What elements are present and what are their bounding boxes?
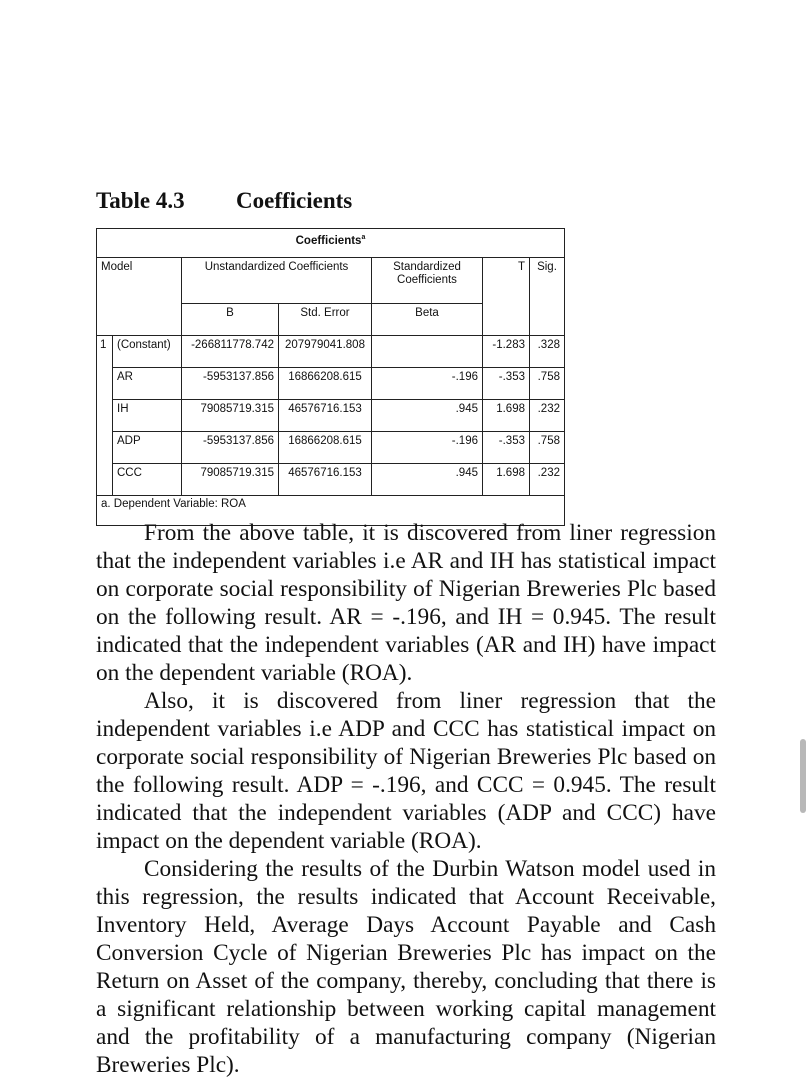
row-t: -.353 xyxy=(483,432,530,464)
table-row xyxy=(97,400,565,432)
row-t: -1.283 xyxy=(483,336,530,368)
header-unstandardized: Unstandardized Coefficients xyxy=(182,258,372,304)
header-model: Model xyxy=(97,258,182,304)
paragraph: Also, it is discovered from liner regression that the independent variables i.e ADP and CCC has statistical impact on corporate social responsibility of Nigerian Breweries Plc based on the following result. ADP = -.196, and CCC = 0.945. The result indicated that the independent variables (ADP and CCC) have impact on the dependent variable (ROA). xyxy=(96,688,716,854)
table-title: Coefficients$^a$ xyxy=(97,229,565,258)
row-name: IH xyxy=(113,400,182,432)
header-t: T xyxy=(483,258,530,304)
row-sig: .758 xyxy=(530,368,565,400)
row-beta: .945 xyxy=(372,400,483,432)
table-row xyxy=(97,336,565,368)
table-row xyxy=(97,368,565,400)
row-se: 16866208.615 xyxy=(279,432,372,464)
table-row xyxy=(97,464,565,496)
row-se: 16866208.615 xyxy=(279,368,372,400)
row-beta xyxy=(372,336,483,368)
paragraph: Considering the results of the Durbin Watson model used in this regression, the results indicated that Account Receivable, Inventory Held, Average Days Account Payable and Cash Conversion Cycle of Nigerian Breweries Plc has impact on the Return on Asset of the company, thereby, concluding that there is a significant relationship between working capital management and the profitability of a manufacturing company (Nigerian Breweries Plc). xyxy=(96,856,716,1078)
table-caption xyxy=(96,186,352,216)
coefficients-table xyxy=(96,228,565,526)
row-sig: .232 xyxy=(530,400,565,432)
model-number: 1 xyxy=(97,336,113,496)
row-name: (Constant) xyxy=(113,336,182,368)
row-b: -266811778.742 xyxy=(182,336,279,368)
row-name: AR xyxy=(113,368,182,400)
row-b: 79085719.315 xyxy=(182,464,279,496)
row-t: 1.698 xyxy=(483,464,530,496)
table-row xyxy=(97,432,565,464)
row-name: CCC xyxy=(113,464,182,496)
header-std-error: Std. Error xyxy=(279,304,372,336)
table-number: Table 4.3 xyxy=(96,188,185,213)
row-b: -5953137.856 xyxy=(182,432,279,464)
row-name: ADP xyxy=(113,432,182,464)
row-sig: .328 xyxy=(530,336,565,368)
header-beta: Beta xyxy=(372,304,483,336)
table-footnote: a. Dependent Variable: ROA xyxy=(97,496,565,526)
row-b: -5953137.856 xyxy=(182,368,279,400)
row-beta: .945 xyxy=(372,464,483,496)
scrollbar[interactable] xyxy=(800,739,806,813)
row-se: 207979041.808 xyxy=(279,336,372,368)
paragraph: From the above table, it is discovered from liner regression that the independent variables i.e AR and IH has statistical impact on corporate social responsibility of Nigerian Breweries Plc based on the following result. AR = -.196, and IH = 0.945. The result indicated that the independent variables (AR and IH) have impact on the dependent variable (ROA). xyxy=(96,520,716,686)
row-se: 46576716.153 xyxy=(279,464,372,496)
row-beta: -.196 xyxy=(372,368,483,400)
header-standardized: Standardized Coefficients xyxy=(372,258,483,304)
row-se: 46576716.153 xyxy=(279,400,372,432)
row-t: -.353 xyxy=(483,368,530,400)
row-beta: -.196 xyxy=(372,432,483,464)
row-sig: .232 xyxy=(530,464,565,496)
row-t: 1.698 xyxy=(483,400,530,432)
row-b: 79085719.315 xyxy=(182,400,279,432)
header-sig: Sig. xyxy=(530,258,565,304)
table-caption-title: Coefficients xyxy=(236,188,353,213)
header-b: B xyxy=(182,304,279,336)
body-text xyxy=(96,519,716,1079)
row-sig: .758 xyxy=(530,432,565,464)
